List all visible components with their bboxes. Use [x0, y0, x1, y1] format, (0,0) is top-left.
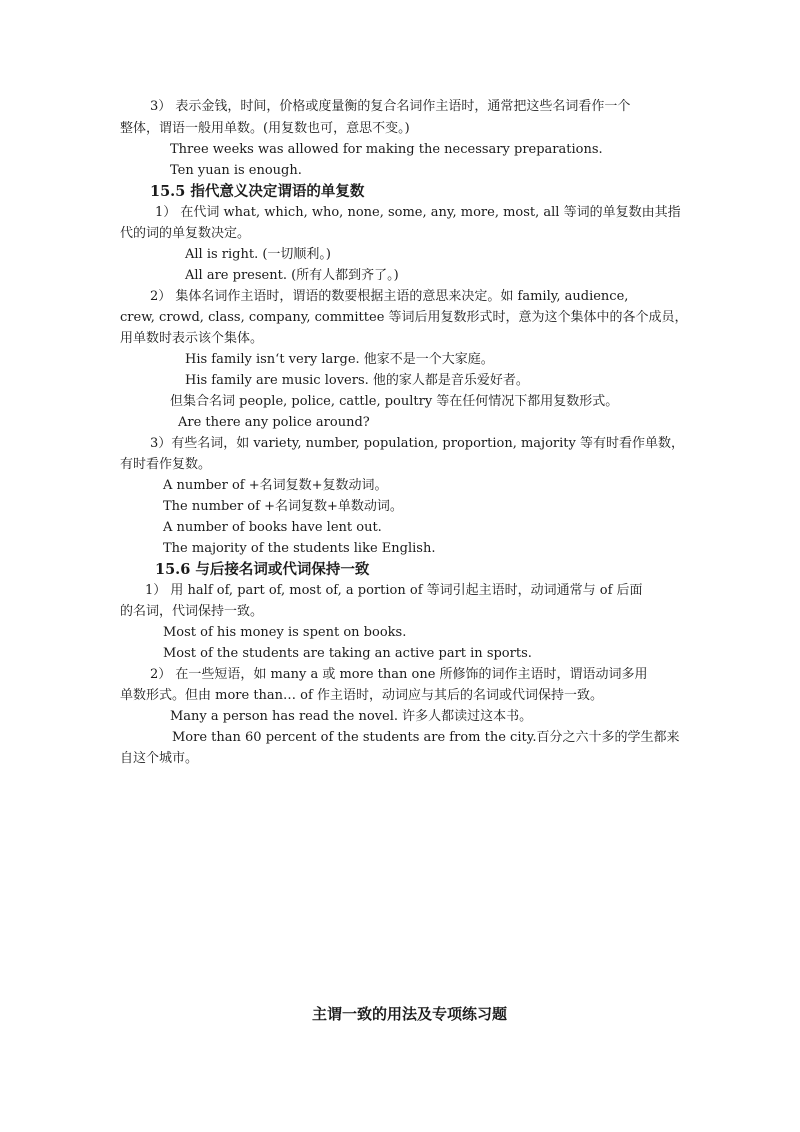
example-line: The number of +名词复数+单数动词。 [163, 499, 403, 514]
text-line: 但集合名词 people, police, cattle, poultry 等在任何情况下都用复数形式。 [170, 394, 619, 409]
text-line: 3）有些名词，如 variety, number, population, proportion, majority 等有时看作单数， [150, 436, 684, 451]
example-line: His family are music lovers. 他的家人都是音乐爱好者。 [185, 373, 529, 388]
example-line: A number of +名词复数+复数动词。 [163, 478, 388, 493]
text-line: 用单数时表示该个集体。 [120, 331, 264, 346]
section-heading: 15.6 与后接名词或代词保持一致 [155, 561, 370, 578]
text-line: 2） 集体名词作主语时，谓语的数要根据主语的意思来决定。如 family, audience, [150, 289, 629, 304]
section-heading: 15.5 指代意义决定谓语的单复数 [150, 183, 365, 200]
example-line: Many a person has read the novel. 许多人都读过这本书。 [170, 709, 533, 724]
text-line: 2） 在一些短语，如 many a 或 more than one 所修饰的词作主语时，谓语动词多用 [150, 667, 648, 682]
example-line: Most of his money is spent on books. [163, 625, 407, 640]
example-line: The majority of the students like English. [163, 541, 436, 556]
text-line: 的名词，代词保持一致。 [120, 604, 264, 619]
example-line: All is right. (一切顺利。) [185, 247, 331, 262]
text-line: 自这个城市。 [120, 751, 199, 766]
example-line: A number of books have lent out. [163, 520, 382, 535]
text-line: 3） 表示金钱，时间，价格或度量衡的复合名词作主语时，通常把这些名词看作一个 [150, 99, 631, 114]
text-line: 单数形式。但由 more than… of 作主语时，动词应与其后的名词或代词保持一致。 [120, 688, 603, 703]
text-line: 代的词的单复数决定。 [120, 226, 251, 241]
document-title: 主谓一致的用法及专项练习题 [312, 1005, 508, 1023]
text-line: 有时看作复数。 [120, 457, 212, 472]
example-line: His family isn‘t very large. 他家不是一个大家庭。 [185, 352, 494, 367]
example-line: Most of the students are taking an active part in sports. [163, 646, 532, 661]
example-line: Ten yuan is enough. [170, 163, 302, 178]
example-line: Three weeks was allowed for making the necessary preparations. [170, 142, 603, 157]
example-line: More than 60 percent of the students are from the city.百分之六十多的学生都来 [172, 730, 680, 745]
example-line: All are present. (所有人都到齐了。) [185, 268, 399, 283]
text-line: 1） 在代词 what, which, who, none, some, any, more, most, all 等词的单复数由其指 [155, 205, 681, 220]
text-line: 1） 用 half of, part of, most of, a portion of 等词引起主语时，动词通常与 of 后面 [145, 583, 643, 598]
text-line: 整体，谓语一般用单数。(用复数也可，意思不变。) [120, 121, 410, 136]
text-line: crew, crowd, class, company, committee 等词后用复数形式时，意为这个集体中的各个成员， [120, 310, 688, 325]
example-line: Are there any police around? [178, 415, 370, 430]
